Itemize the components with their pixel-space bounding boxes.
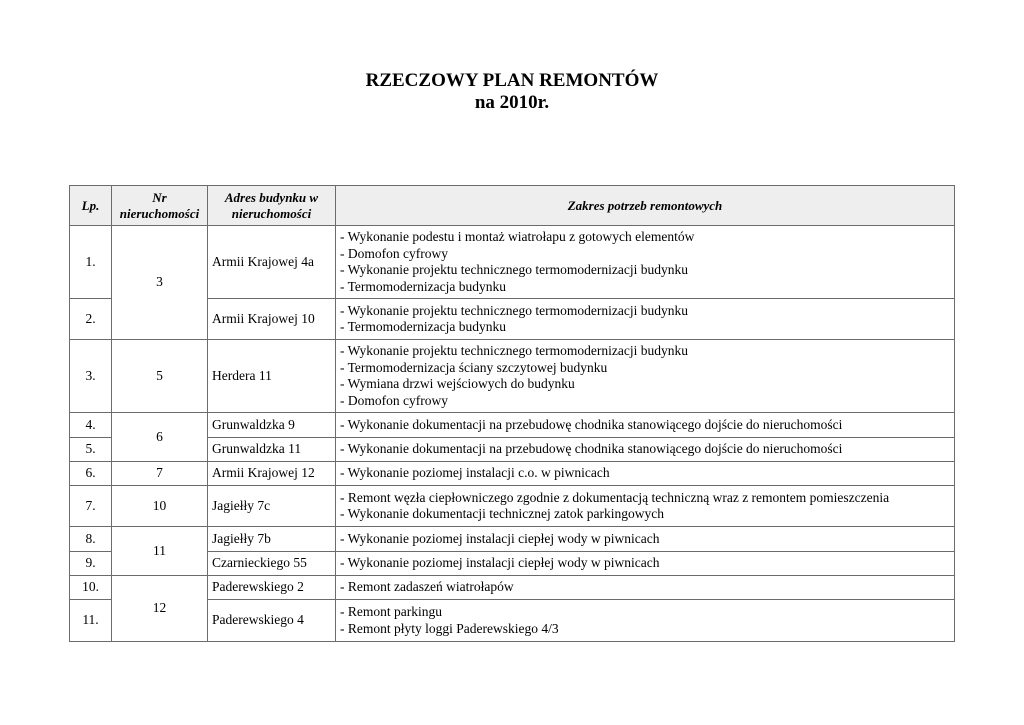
- work-item: - Remont węzła ciepłowniczego zgodnie z dokumentacją techniczną wraz z remontem pomieszczenia: [340, 489, 890, 505]
- header-lp: Lp.: [70, 186, 112, 226]
- work-item: - Domofon cyfrowy: [340, 245, 448, 261]
- title-line-1: RZECZOWY PLAN REMONTÓW: [365, 70, 659, 91]
- table-row: [70, 226, 955, 299]
- renovation-plan-table: [69, 185, 955, 642]
- work-item: - Remont parkingu: [340, 604, 442, 619]
- table-row: [70, 413, 955, 438]
- cell-adres: Jagiełły 7c: [208, 486, 336, 527]
- work-item: - Wykonanie poziomej instalacji c.o. w piwnicach: [340, 465, 610, 481]
- cell-lp: 4.: [70, 413, 112, 438]
- work-item: - Wykonanie poziomej instalacji ciepłej wody w piwnicach: [340, 555, 660, 571]
- cell-works: [336, 438, 955, 462]
- cell-works: [336, 552, 955, 576]
- cell-adres: Czarnieckiego 55: [208, 552, 336, 576]
- cell-lp: 3.: [70, 340, 112, 413]
- cell-adres: Paderewskiego 2: [208, 576, 336, 600]
- cell-nr: 3: [112, 226, 208, 340]
- cell-adres: Armii Krajowej 4a: [208, 226, 336, 299]
- table-row: [70, 486, 955, 527]
- work-item: - Wykonanie projektu technicznego termomodernizacji budynku: [340, 302, 688, 318]
- work-item: - Wykonanie projektu technicznego termomodernizacji budynku: [340, 343, 688, 358]
- cell-lp: 5.: [70, 438, 112, 462]
- header-adres: Adres budynku w nieruchomości: [208, 186, 336, 226]
- cell-adres: Grunwaldzka 9: [208, 413, 336, 438]
- cell-works: [336, 600, 955, 642]
- cell-adres: Armii Krajowej 10: [208, 299, 336, 340]
- cell-works: [336, 462, 955, 486]
- header-nr: Nr nieruchomości: [112, 186, 208, 226]
- work-item: - Wykonanie poziomej instalacji ciepłej wody w piwnicach: [340, 530, 660, 546]
- work-item: - Termomodernizacja budynku: [340, 319, 507, 334]
- table-row: [70, 576, 955, 600]
- header-zakres: Zakres potrzeb remontowych: [336, 186, 955, 226]
- cell-adres: Herdera 11: [208, 340, 336, 413]
- cell-nr: 7: [112, 462, 208, 486]
- table-row: [70, 462, 955, 486]
- cell-lp: 1.: [70, 226, 112, 299]
- cell-works: [336, 486, 955, 527]
- cell-lp: 10.: [70, 576, 112, 600]
- work-item: - Termomodernizacja ściany szczytowej budynku: [340, 359, 608, 375]
- cell-nr: 12: [112, 576, 208, 642]
- table-row: [70, 340, 955, 413]
- cell-adres: Paderewskiego 4: [208, 600, 336, 642]
- work-item: - Domofon cyfrowy: [340, 392, 448, 408]
- work-item: - Wykonanie dokumentacji technicznej zatok parkingowych: [340, 506, 664, 521]
- table-row: [70, 527, 955, 552]
- cell-works: [336, 299, 955, 340]
- work-item: - Wymiana drzwi wejściowych do budynku: [340, 376, 575, 391]
- cell-adres: Armii Krajowej 12: [208, 462, 336, 486]
- cell-nr: 5: [112, 340, 208, 413]
- work-item: - Wykonanie dokumentacji na przebudowę chodnika stanowiącego dojście do nieruchomości: [340, 441, 843, 457]
- cell-lp: 6.: [70, 462, 112, 486]
- document-title: [0, 70, 1024, 114]
- cell-lp: 7.: [70, 486, 112, 527]
- work-item: - Termomodernizacja budynku: [340, 278, 507, 294]
- cell-adres: Jagiełły 7b: [208, 527, 336, 552]
- work-item: - Remont zadaszeń wiatrołapów: [340, 579, 514, 595]
- cell-nr: 6: [112, 413, 208, 462]
- cell-nr: 11: [112, 527, 208, 576]
- title-line-2: na 2010r.: [474, 92, 550, 113]
- cell-lp: 9.: [70, 552, 112, 576]
- work-item: - Remont płyty loggi Paderewskiego 4/3: [340, 620, 559, 636]
- cell-lp: 11.: [70, 600, 112, 642]
- cell-works: [336, 226, 955, 299]
- cell-nr: 10: [112, 486, 208, 527]
- cell-lp: 8.: [70, 527, 112, 552]
- cell-adres: Grunwaldzka 11: [208, 438, 336, 462]
- work-item: - Wykonanie dokumentacji na przebudowę chodnika stanowiącego dojście do nieruchomości: [340, 416, 843, 432]
- cell-lp: 2.: [70, 299, 112, 340]
- table-header-row: [70, 186, 955, 226]
- cell-works: [336, 576, 955, 600]
- cell-works: [336, 413, 955, 438]
- cell-works: [336, 527, 955, 552]
- work-item: - Wykonanie podestu i montaż wiatrołapu z gotowych elementów: [340, 229, 695, 244]
- cell-works: [336, 340, 955, 413]
- work-item: - Wykonanie projektu technicznego termomodernizacji budynku: [340, 262, 688, 277]
